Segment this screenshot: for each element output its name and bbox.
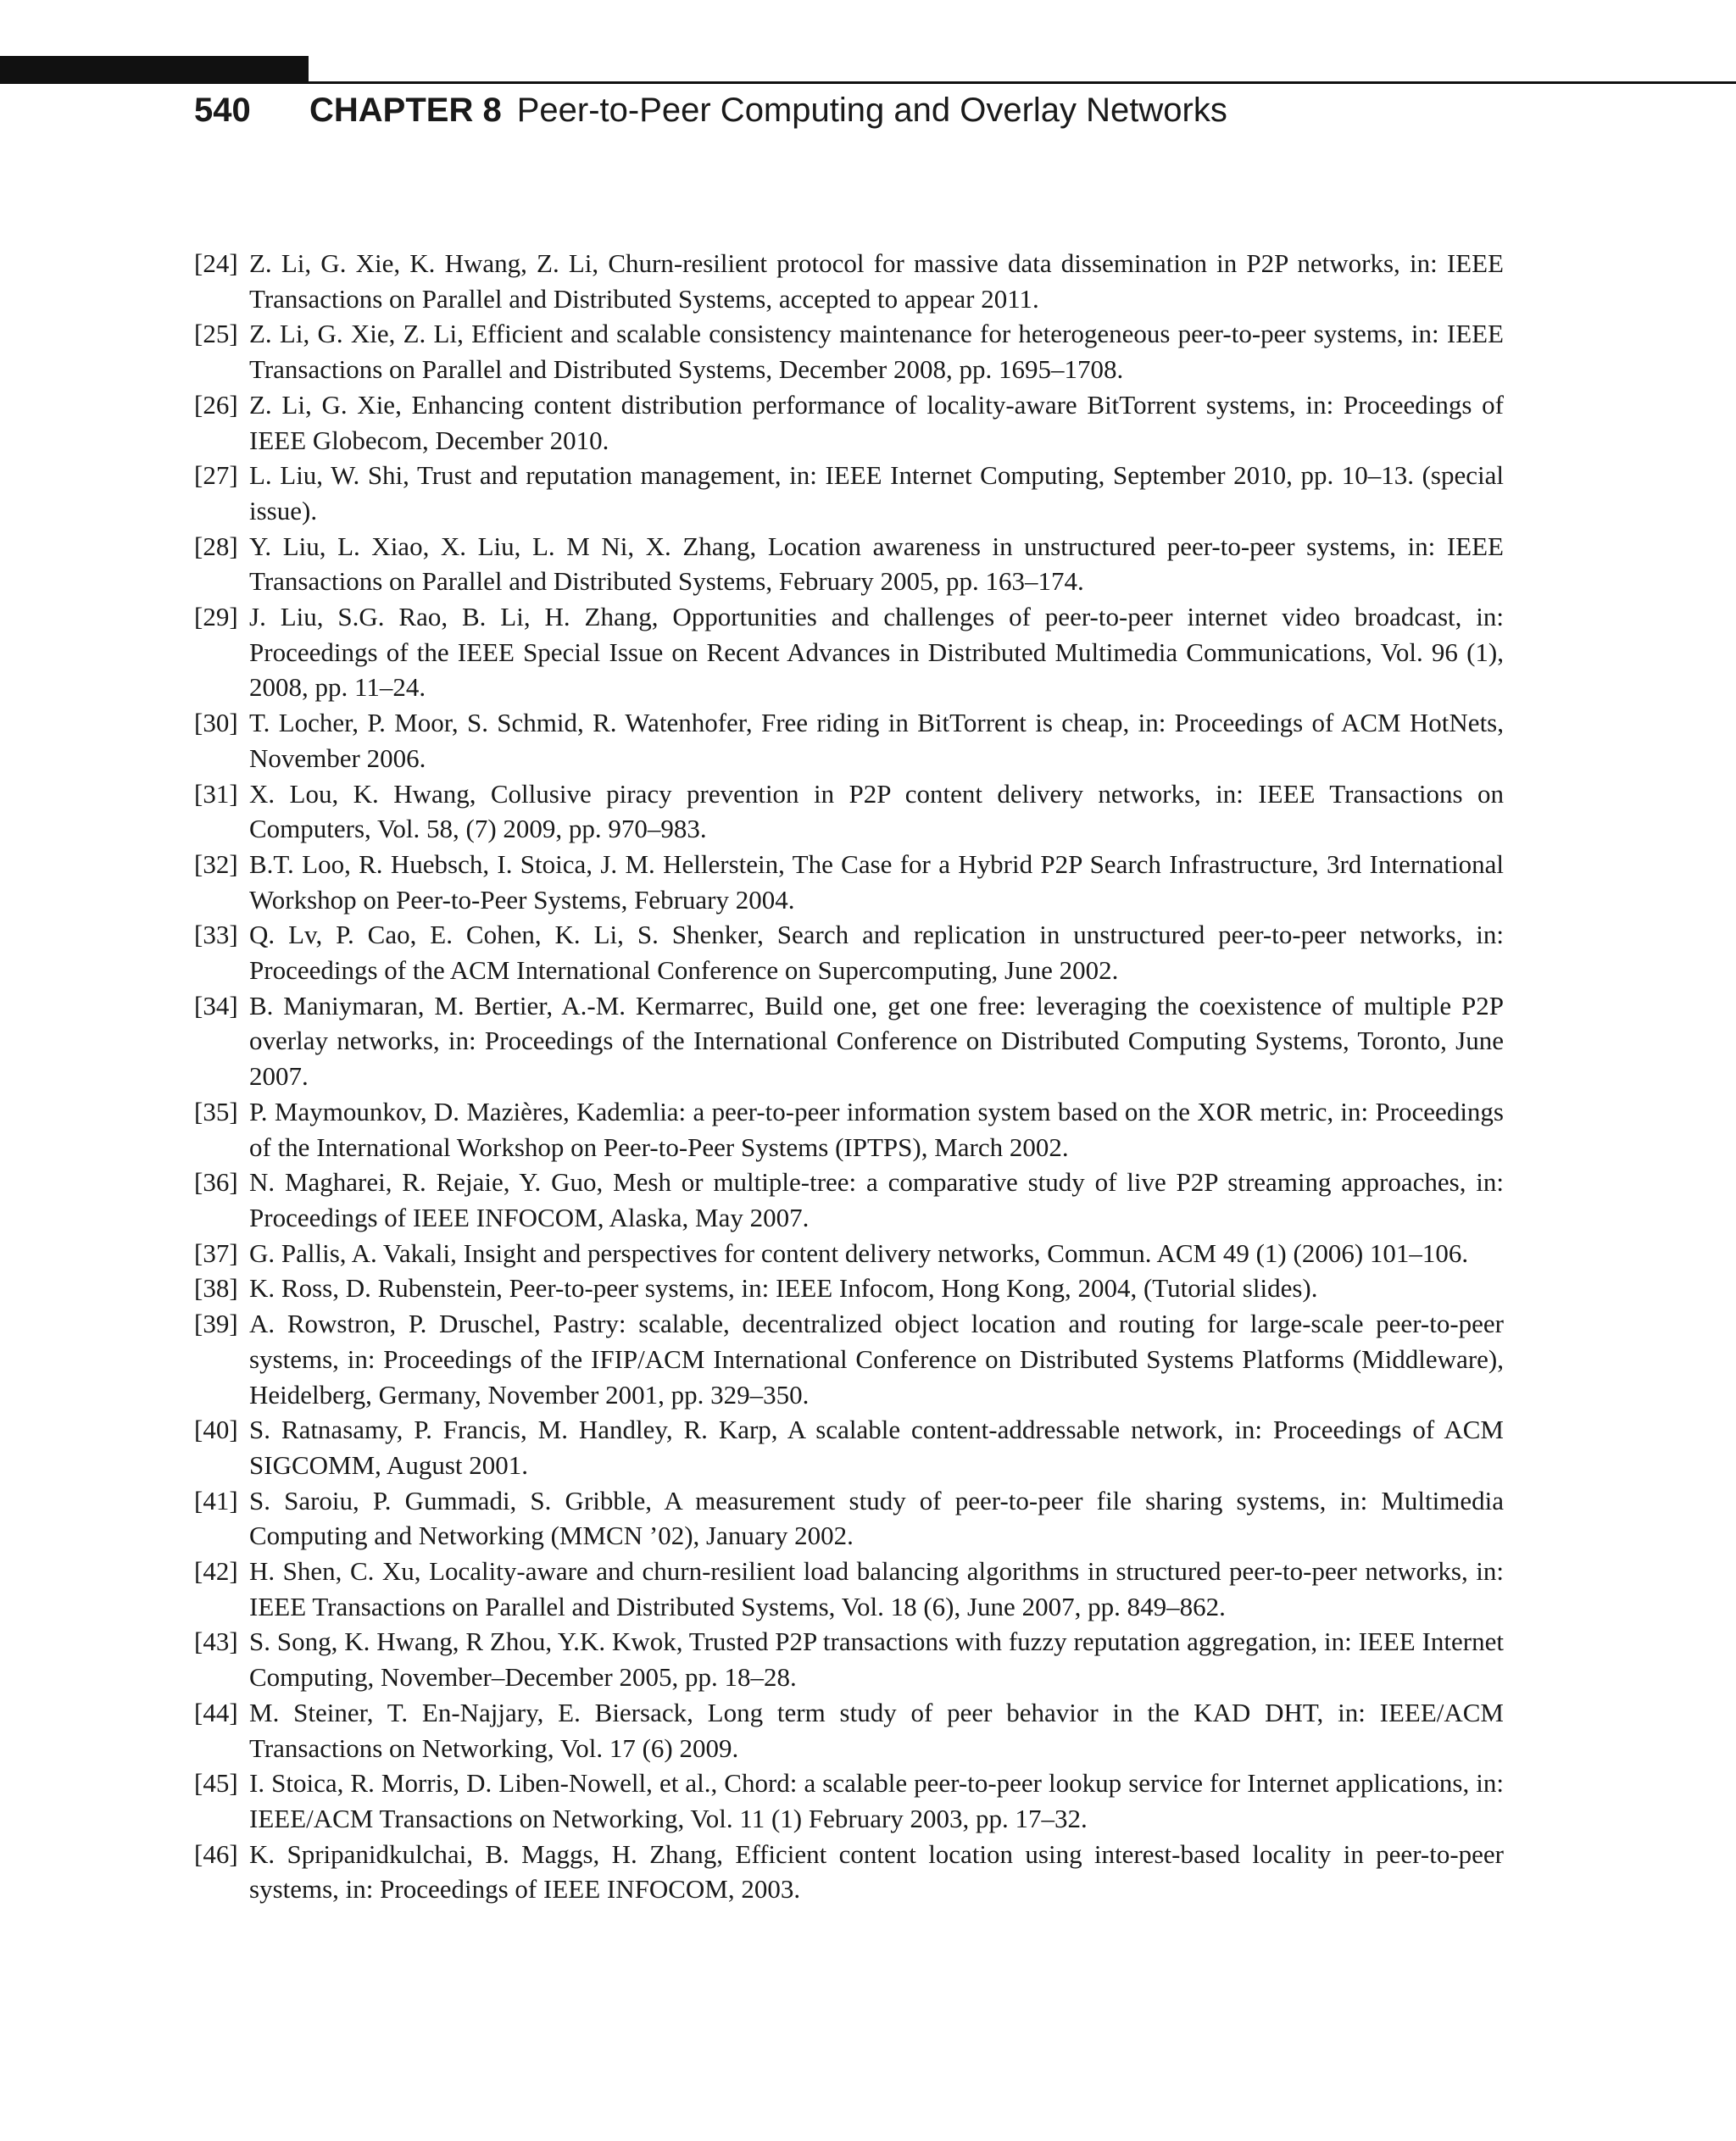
reference-text: S. Ratnasamy, P. Francis, M. Handley, R. Karp, A scalable content-addressable network, in: Proceedings of ACM SIGCOMM, August 2001. xyxy=(249,1415,1504,1480)
chapter-title: Peer-to-Peer Computing and Overlay Networks xyxy=(516,92,1227,129)
reference-text: Y. Liu, L. Xiao, X. Liu, L. M Ni, X. Zhang, Location awareness in unstructured peer-to-peer systems, in: IEEE Transactions on Parallel and Distributed Systems, February 2005, pp. 163–174. xyxy=(249,531,1504,597)
reference-item xyxy=(194,1236,1504,1271)
reference-text: T. Locher, P. Moor, S. Schmid, R. Watenhofer, Free riding in BitTorrent is cheap, in: Proceedings of ACM HotNets, November 2006. xyxy=(249,708,1504,773)
reference-item xyxy=(194,776,1504,847)
reference-item xyxy=(194,847,1504,917)
reference-number: [39] xyxy=(194,1309,238,1339)
reference-number: [35] xyxy=(194,1096,238,1126)
running-head xyxy=(194,92,1227,142)
reference-item xyxy=(194,316,1504,386)
reference-item xyxy=(194,529,1504,599)
reference-list xyxy=(194,246,1504,1907)
reference-item xyxy=(194,1306,1504,1412)
reference-text: P. Maymounkov, D. Mazières, Kademlia: a peer-to-peer information system based on the XOR metric, in: Proceedings of the International Workshop on Peer-to-Peer Systems (IPTPS), March 2002. xyxy=(249,1096,1504,1162)
reference-item xyxy=(194,1483,1504,1554)
reference-number: [27] xyxy=(194,460,238,491)
reference-text: J. Liu, S.G. Rao, B. Li, H. Zhang, Opportunities and challenges of peer-to-peer internet video broadcast, in: Proceedings of the IEEE Special Issue on Recent Advances in Distributed Multimedia Communications, Vol. 96 (1), 2008, pp. 11–24. xyxy=(249,602,1504,703)
reference-item xyxy=(194,1271,1504,1306)
reference-number: [25] xyxy=(194,319,238,349)
reference-item xyxy=(194,387,1504,458)
reference-number: [40] xyxy=(194,1415,238,1445)
reference-number: [37] xyxy=(194,1237,238,1268)
reference-number: [31] xyxy=(194,778,238,809)
reference-item xyxy=(194,988,1504,1094)
reference-text: S. Song, K. Hwang, R Zhou, Y.K. Kwok, Trusted P2P transactions with fuzzy reputation aggregation, in: IEEE Internet Computing, November–December 2005, pp. 18–28. xyxy=(249,1627,1504,1693)
reference-item xyxy=(194,705,1504,776)
reference-number: [28] xyxy=(194,531,238,561)
reference-number: [38] xyxy=(194,1273,238,1304)
reference-text: Q. Lv, P. Cao, E. Cohen, K. Li, S. Shenker, Search and replication in unstructured peer-to-peer networks, in: Proceedings of the ACM International Conference on Supercomputing, June 2002. xyxy=(249,920,1504,986)
reference-number: [44] xyxy=(194,1697,238,1727)
reference-number: [33] xyxy=(194,920,238,950)
reference-text: L. Liu, W. Shi, Trust and reputation management, in: IEEE Internet Computing, September 2010, pp. 10–13. (special issue). xyxy=(249,460,1504,526)
reference-item xyxy=(194,917,1504,987)
header-rule xyxy=(309,81,1736,84)
reference-text: B.T. Loo, R. Huebsch, I. Stoica, J. M. Hellerstein, The Case for a Hybrid P2P Search Infrastructure, 3rd International Workshop on Peer-to-Peer Systems, February 2004. xyxy=(249,848,1504,915)
page-number: 540 xyxy=(194,92,251,129)
reference-number: [34] xyxy=(194,990,238,1020)
reference-text: K. Spripanidkulchai, B. Maggs, H. Zhang, Efficient content location using interest-based locality in peer-to-peer systems, in: Proceedings of IEEE INFOCOM, 2003. xyxy=(249,1838,1504,1905)
reference-text: Z. Li, G. Xie, Z. Li, Efficient and scalable consistency maintenance for heterogeneous peer-to-peer systems, in: IEEE Transactions on Parallel and Distributed Systems, December 2008, pp. 1695–1708. xyxy=(249,319,1504,385)
reference-text: B. Maniymaran, M. Bertier, A.-M. Kermarrec, Build one, get one free: leveraging the coexistence of multiple P2P overlay networks, in: Proceedings of the International Conference on Distributed Computing Systems, Toronto, June 2007. xyxy=(249,990,1504,1092)
chapter-label: CHAPTER 8 xyxy=(309,92,502,129)
reference-number: [42] xyxy=(194,1556,238,1587)
reference-item xyxy=(194,1165,1504,1235)
reference-text: G. Pallis, A. Vakali, Insight and perspectives for content delivery networks, Commun. ACM 49 (1) (2006) 101–106. xyxy=(249,1237,1469,1268)
reference-text: M. Steiner, T. En-Najjary, E. Biersack, Long term study of peer behavior in the KAD DHT, in: IEEE/ACM Transactions on Networking, Vol. 17 (6) 2009. xyxy=(249,1697,1504,1763)
reference-item xyxy=(194,1624,1504,1694)
reference-number: [29] xyxy=(194,602,238,632)
reference-item xyxy=(194,599,1504,705)
reference-text: Z. Li, G. Xie, Enhancing content distribution performance of locality-aware BitTorrent systems, in: Proceedings of IEEE Globecom, December 2010. xyxy=(249,389,1504,455)
reference-item xyxy=(194,1412,1504,1482)
reference-item xyxy=(194,1837,1504,1907)
reference-number: [30] xyxy=(194,708,238,738)
reference-number: [41] xyxy=(194,1485,238,1515)
reference-text: Z. Li, G. Xie, K. Hwang, Z. Li, Churn-resilient protocol for massive data dissemination in P2P networks, in: IEEE Transactions on Parallel and Distributed Systems, accepted to appear 2011. xyxy=(249,248,1504,314)
reference-text: N. Magharei, R. Rejaie, Y. Guo, Mesh or multiple-tree: a comparative study of live P2P streaming approaches, in: Proceedings of IEEE INFOCOM, Alaska, May 2007. xyxy=(249,1167,1504,1232)
reference-item xyxy=(194,246,1504,316)
reference-text: S. Saroiu, P. Gummadi, S. Gribble, A measurement study of peer-to-peer file sharing systems, in: Multimedia Computing and Networking (MMCN ’02), January 2002. xyxy=(249,1485,1504,1551)
reference-number: [24] xyxy=(194,248,238,278)
reference-text: A. Rowstron, P. Druschel, Pastry: scalable, decentralized object location and routing for large-scale peer-to-peer systems, in: Proceedings of the IFIP/ACM International Conference on Distributed Systems Platforms (Middleware), Heidelberg, Germany, November 2001, pp. 329–350. xyxy=(249,1309,1504,1410)
reference-number: [36] xyxy=(194,1167,238,1198)
reference-text: H. Shen, C. Xu, Locality-aware and churn-resilient load balancing algorithms in structured peer-to-peer networks, in: IEEE Transactions on Parallel and Distributed Systems, Vol. 18 (6), June 2007, pp. 849–862. xyxy=(249,1556,1504,1621)
reference-item xyxy=(194,1695,1504,1766)
reference-item xyxy=(194,1094,1504,1165)
reference-number: [26] xyxy=(194,389,238,420)
reference-number: [45] xyxy=(194,1768,238,1799)
header-black-bar xyxy=(0,56,309,84)
reference-number: [43] xyxy=(194,1627,238,1657)
reference-text: K. Ross, D. Rubenstein, Peer-to-peer systems, in: IEEE Infocom, Hong Kong, 2004, (Tutorial slides). xyxy=(249,1273,1318,1304)
reference-text: X. Lou, K. Hwang, Collusive piracy prevention in P2P content delivery networks, in: IEEE Transactions on Computers, Vol. 58, (7) 2009, pp. 970–983. xyxy=(249,778,1504,844)
reference-text: I. Stoica, R. Morris, D. Liben-Nowell, et al., Chord: a scalable peer-to-peer lookup service for Internet applications, in: IEEE/ACM Transactions on Networking, Vol. 11 (1) February 2003, pp. 17–32. xyxy=(249,1768,1504,1833)
reference-item xyxy=(194,1554,1504,1624)
reference-item xyxy=(194,458,1504,528)
reference-item xyxy=(194,1766,1504,1836)
reference-number: [32] xyxy=(194,848,238,879)
reference-number: [46] xyxy=(194,1838,238,1869)
